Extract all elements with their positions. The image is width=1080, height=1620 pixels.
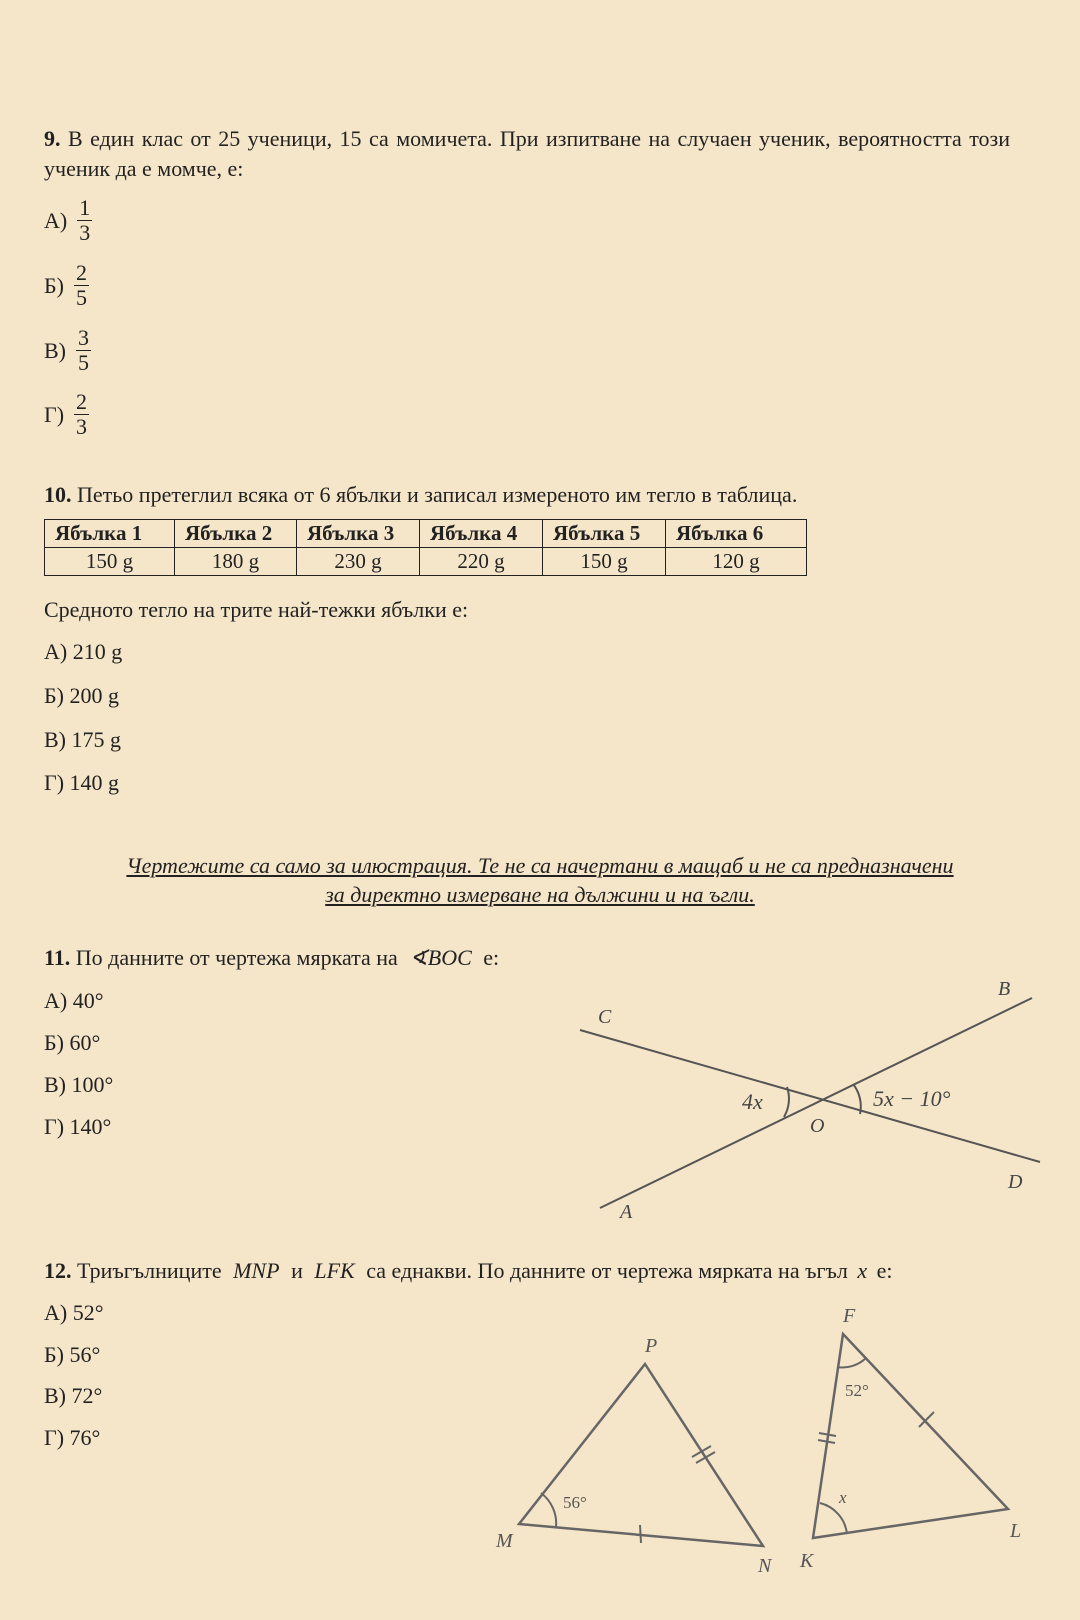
denominator: 3 xyxy=(79,220,91,245)
point-f-label: F xyxy=(843,1305,856,1327)
denominator: 5 xyxy=(78,350,89,375)
table-cell: 180 g xyxy=(175,548,297,576)
table-header-cell: Ябълка 3 xyxy=(297,520,420,548)
disclaimer-line-1: Чертежите са само за илюстрация. Те не са начертани в мащаб и не са предназначени xyxy=(126,853,954,878)
q10-option-d[interactable]: Г) 140 g xyxy=(44,770,120,795)
q12-option-b[interactable]: Б) 56° xyxy=(44,1342,101,1367)
variable-x: x xyxy=(857,1258,868,1283)
denominator: 5 xyxy=(75,285,87,310)
option-label: Г) xyxy=(44,401,65,427)
point-a-label: A xyxy=(620,1201,633,1223)
triangle-lfk: LFK xyxy=(314,1258,355,1283)
q10-option-b[interactable]: Б) 200 g xyxy=(44,683,119,708)
triangle-mnp: MNP xyxy=(233,1258,280,1283)
numerator: 2 xyxy=(76,389,88,414)
numerator: 1 xyxy=(79,195,91,220)
q10-option-a[interactable]: А) 210 g xyxy=(44,639,123,664)
q12-option-d[interactable]: Г) 76° xyxy=(44,1425,101,1450)
numerator: 2 xyxy=(75,260,87,285)
triangle-lfk-shape xyxy=(813,1334,1008,1538)
angle-arc-f xyxy=(837,1358,866,1367)
q12-option-c[interactable]: В) 72° xyxy=(44,1383,103,1408)
table-cell: 220 g xyxy=(420,548,543,576)
q12-option-a[interactable]: А) 52° xyxy=(44,1300,104,1325)
question-10-text: Петьо претеглил всяка от 6 ябълки и записал измереното им тегло в таблица. xyxy=(77,482,798,507)
q11-option-d[interactable]: Г) 140° xyxy=(44,1114,112,1139)
table-header-cell: Ябълка 1 xyxy=(45,520,175,548)
angle-label-4x: 4x xyxy=(742,1089,763,1114)
option-label: А) xyxy=(44,207,68,233)
q11-option-b[interactable]: Б) 60° xyxy=(44,1030,101,1055)
question-10-number: 10. xyxy=(44,482,72,507)
angle-k-label: x xyxy=(839,1488,847,1507)
point-k-label: K xyxy=(800,1550,814,1572)
q11-option-a[interactable]: А) 40° xyxy=(44,988,104,1013)
angle-arc-k xyxy=(820,1503,847,1534)
table-header-cell: Ябълка 6 xyxy=(666,520,807,548)
point-b-label: B xyxy=(998,978,1011,1000)
tick-fl xyxy=(919,1412,934,1427)
denominator: 3 xyxy=(76,414,88,439)
question-12-text-2: са еднакви. По данните от чертежа мярката на ъгъл xyxy=(366,1258,848,1283)
table-cell: 230 g xyxy=(297,548,420,576)
table-header-cell: Ябълка 2 xyxy=(175,520,297,548)
question-11-text: По данните от чертежа мярката на xyxy=(75,945,398,970)
table-cell: 150 g xyxy=(45,548,175,576)
angle-label-5x-10: 5x − 10° xyxy=(873,1086,951,1111)
question-12-and: и xyxy=(291,1258,303,1283)
table-cell: 120 g xyxy=(666,548,807,576)
question-11-number: 11. xyxy=(44,945,71,970)
point-d-label: D xyxy=(1008,1171,1023,1193)
point-p-label: P xyxy=(645,1335,658,1357)
question-10-prompt: Средното тегло на трите най-тежки ябълки е: xyxy=(44,597,469,622)
question-12-text: Триъгълниците xyxy=(77,1258,222,1283)
question-9-number: 9. xyxy=(44,126,61,151)
q11-option-c[interactable]: В) 100° xyxy=(44,1072,114,1097)
question-12-text-end: е: xyxy=(876,1258,893,1283)
angle-name: ∢BOC xyxy=(409,945,472,970)
disclaimer-line-2: за директно измерване на дължини и на ъгли. xyxy=(325,882,755,907)
point-o-label: O xyxy=(810,1115,825,1137)
table-header-cell: Ябълка 4 xyxy=(420,520,543,548)
q10-option-c[interactable]: В) 175 g xyxy=(44,727,121,752)
point-c-label: C xyxy=(598,1006,612,1028)
question-9-text: В един клас от 25 ученици, 15 са момичета. При изпитване на случаен ученик, вероятността този ученик да е момче, е: xyxy=(44,126,1011,181)
table-cell: 150 g xyxy=(543,548,666,576)
angle-f-label: 52° xyxy=(845,1381,869,1400)
point-l-label: L xyxy=(1010,1520,1022,1542)
tick-mn xyxy=(640,1525,641,1543)
question-12-number: 12. xyxy=(44,1258,72,1283)
option-label: В) xyxy=(44,337,66,363)
question-11-text-end: е: xyxy=(483,945,500,970)
numerator: 3 xyxy=(78,325,89,350)
option-label: Б) xyxy=(44,272,64,298)
point-n-label: N xyxy=(758,1555,772,1577)
table-header-cell: Ябълка 5 xyxy=(543,520,666,548)
angle-m-label: 56° xyxy=(563,1493,587,1512)
angle-arc-m xyxy=(541,1493,556,1527)
point-m-label: M xyxy=(496,1530,513,1552)
